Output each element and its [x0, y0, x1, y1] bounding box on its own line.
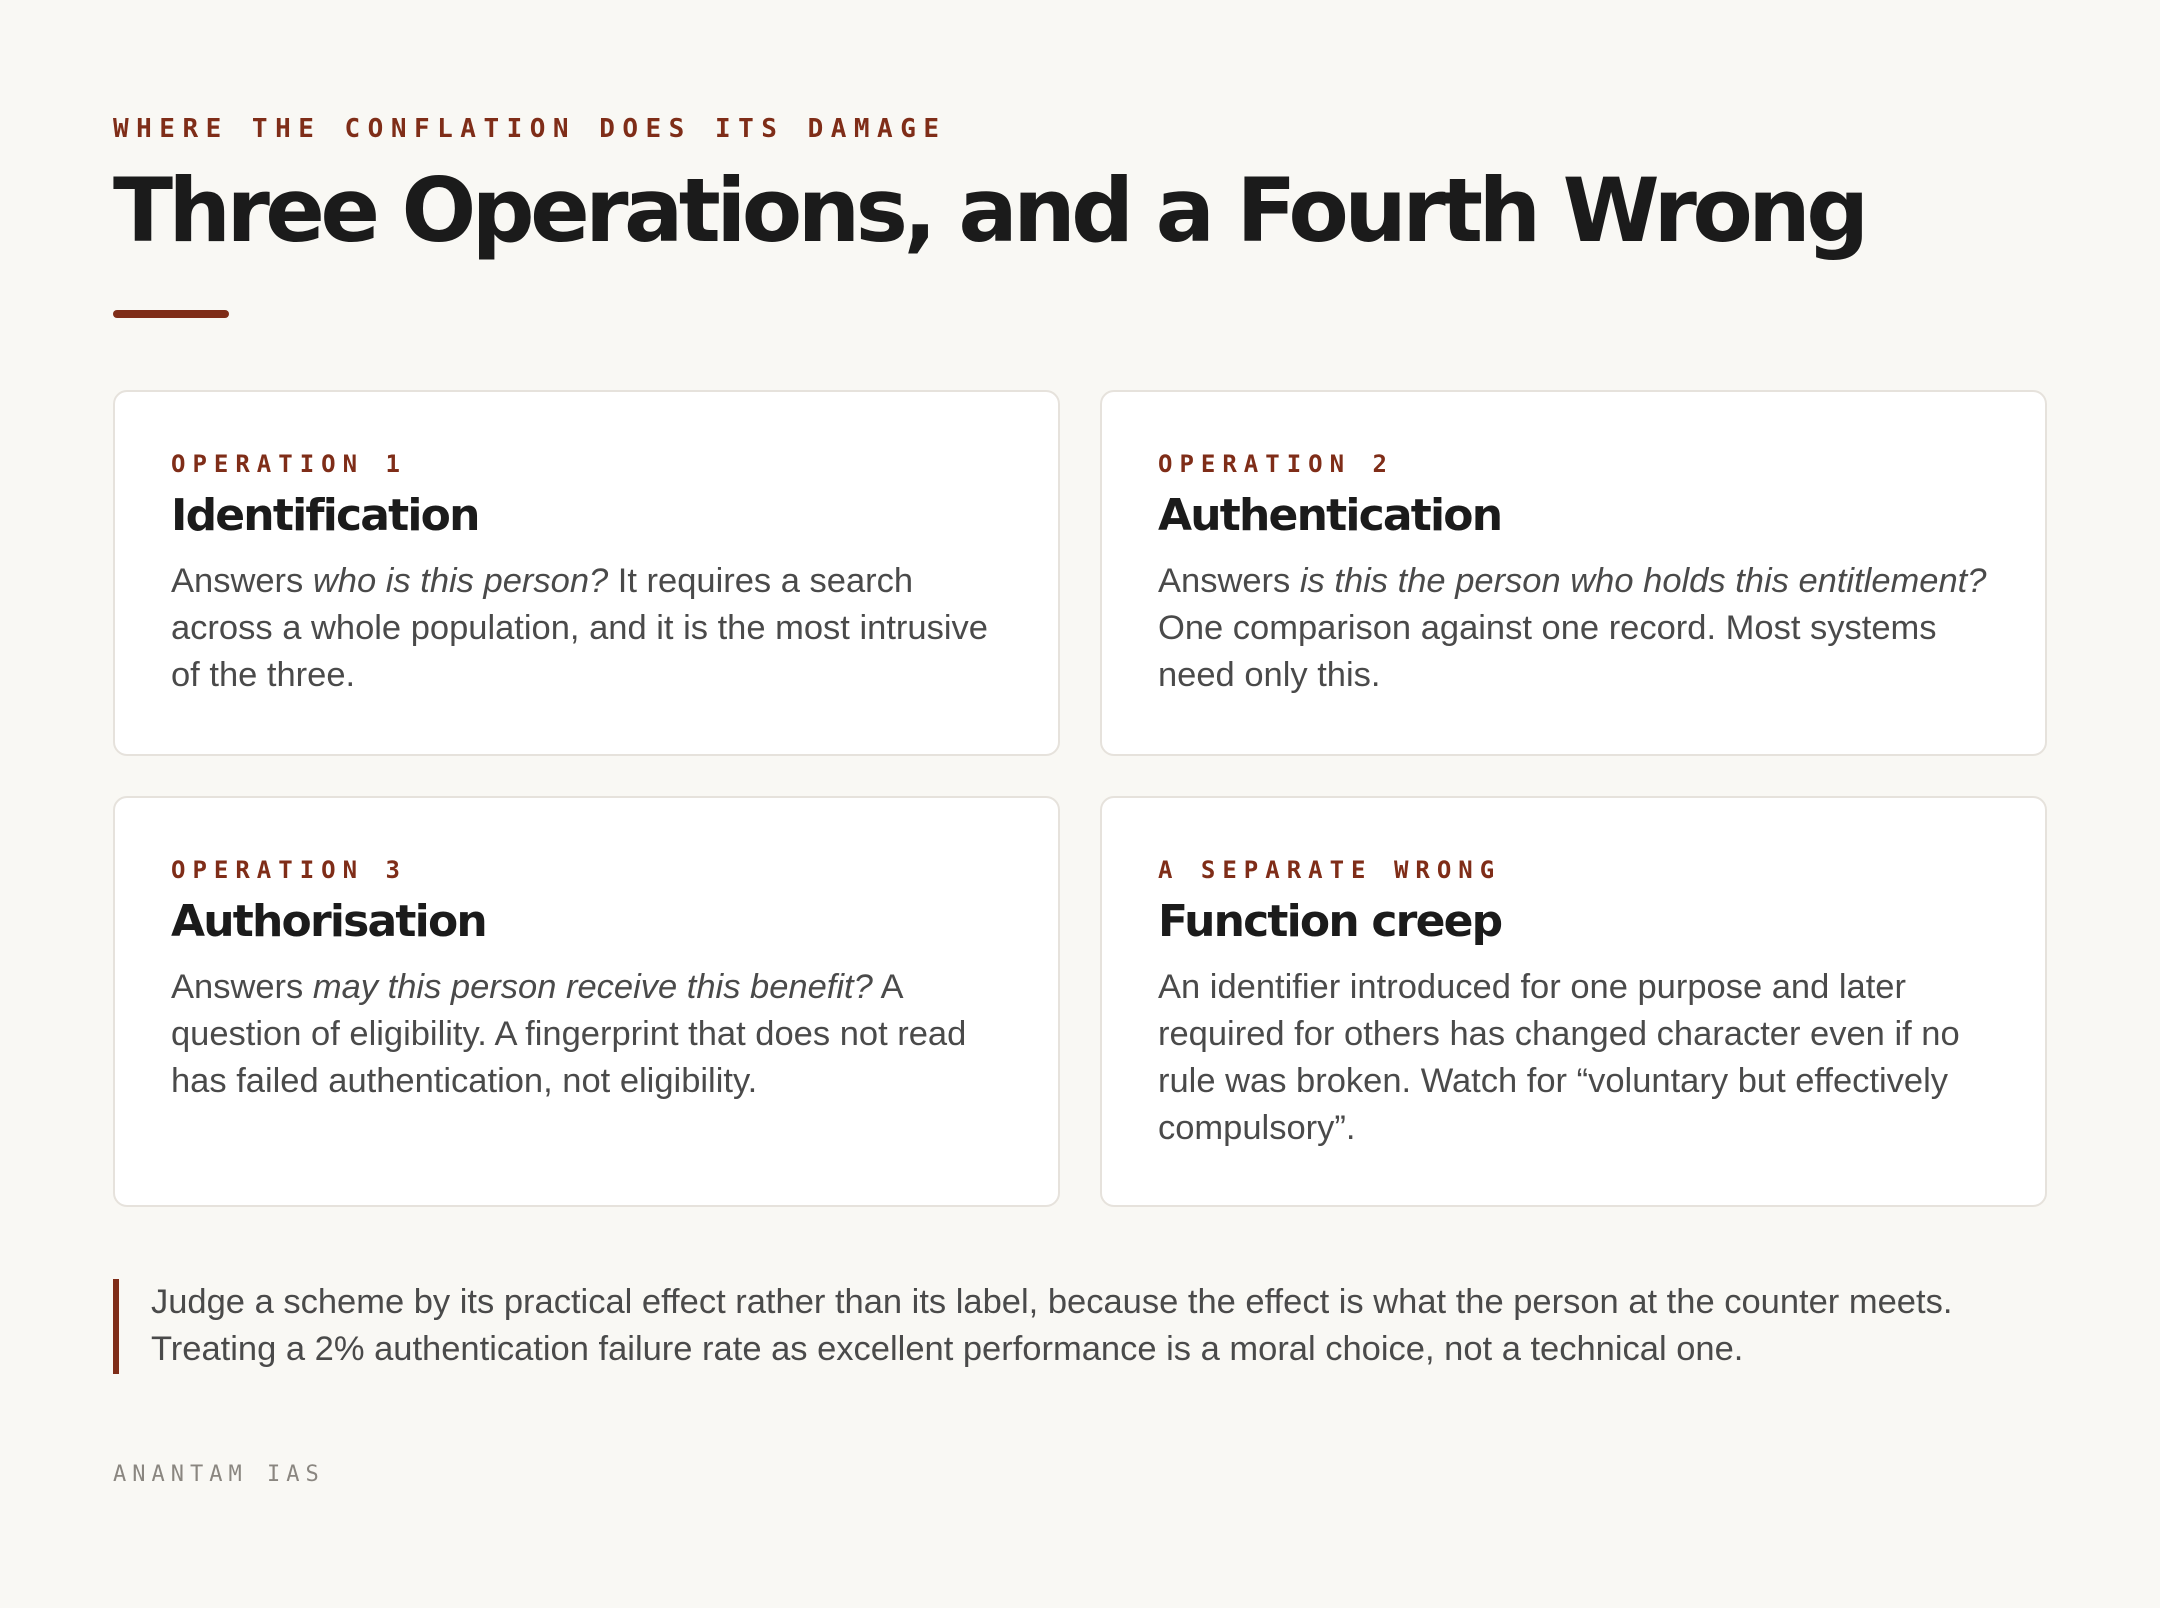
footer-brand: ANANTAM IAS	[113, 1462, 325, 1487]
quote-line-1: Judge a scheme by its practical effect rather than its label, because the effect is what the person at the counter meets.	[151, 1283, 1953, 1321]
card-body-rest: One comparison against one record. Most systems need only this.	[1158, 609, 1937, 694]
card-label: OPERATION 1	[171, 450, 407, 478]
card-title: Identification	[171, 490, 479, 541]
eyebrow-label: WHERE THE CONFLATION DOES ITS DAMAGE	[113, 114, 947, 144]
card-title: Authorisation	[171, 896, 486, 947]
card-authorisation	[113, 796, 1060, 1207]
card-body-lead: An identifier introduced for one purpose and later required for others has changed character even if no rule was broken. Watch for “voluntary but effectively compulsory”.	[1158, 968, 1960, 1147]
card-label: OPERATION 3	[171, 856, 407, 884]
card-body-lead: Answers	[171, 968, 313, 1006]
card-label: OPERATION 2	[1158, 450, 1394, 478]
card-body	[171, 964, 1002, 1105]
card-title: Authentication	[1158, 490, 1502, 541]
card-body-lead: Answers	[171, 562, 313, 600]
card-label: A SEPARATE WRONG	[1158, 856, 1502, 884]
card-body-lead: Answers	[1158, 562, 1300, 600]
card-authentication	[1100, 390, 2047, 756]
card-body	[1158, 964, 1989, 1152]
card-body-question: is this the person who holds this entitlement?	[1299, 562, 1987, 600]
card-function-creep	[1100, 796, 2047, 1207]
card-body-question: who is this person?	[312, 562, 609, 600]
quote-line-2: Treating a 2% authentication failure rate as excellent performance is a moral choice, not a technical one.	[151, 1330, 1744, 1368]
card-body-rest: It requires a search across a whole population, and it is the most intrusive of the three.	[171, 562, 988, 694]
accent-divider	[113, 310, 229, 318]
card-body	[171, 558, 1002, 699]
card-body-question: may this person receive this benefit?	[312, 968, 873, 1006]
pull-quote	[113, 1279, 2047, 1374]
page-title: Three Operations, and a Fourth Wrong	[113, 159, 1865, 262]
card-title: Function creep	[1158, 896, 1502, 947]
card-identification	[113, 390, 1060, 756]
card-body-rest: A question of eligibility. A fingerprint that does not read has failed authentication, not eligibility.	[171, 968, 967, 1100]
card-body	[1158, 558, 1989, 699]
